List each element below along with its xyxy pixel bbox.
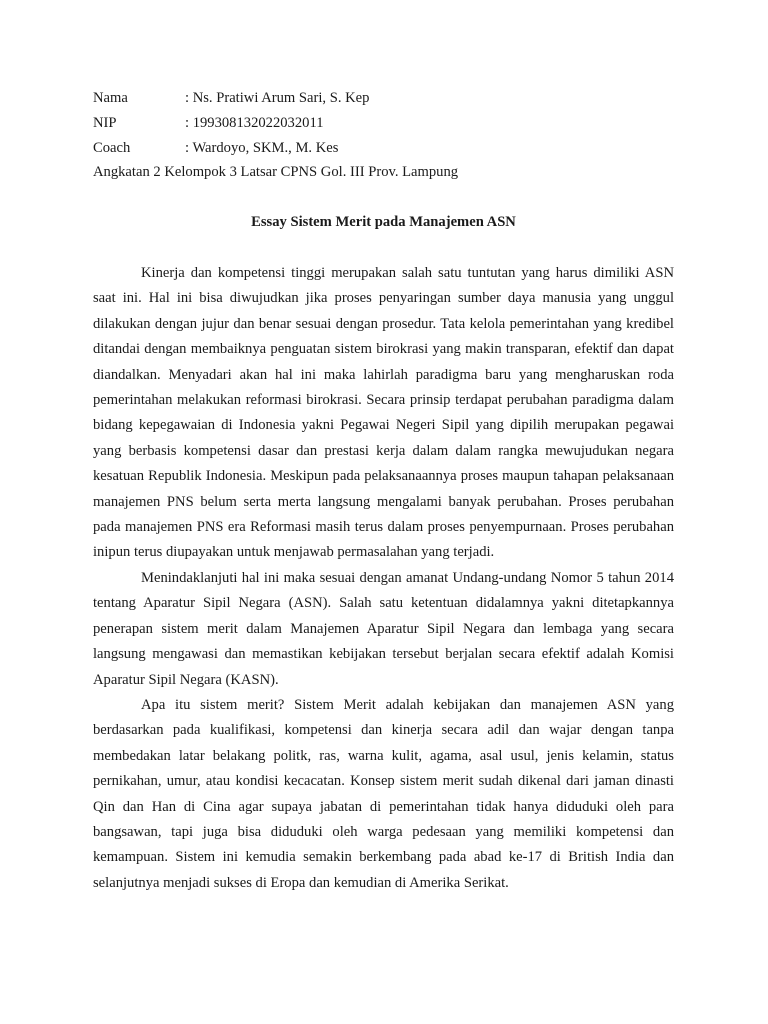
nip-value: : 199308132022032011 — [185, 114, 324, 131]
nama-value: : Ns. Pratiwi Arum Sari, S. Kep — [185, 90, 370, 106]
paragraph-1: Kinerja dan kompetensi tinggi merupakan salah satu tuntutan yang harus dimiliki ASN saat ini. Hal ini bisa diwujudkan jika proses penyaringan sumber daya manusia yang unggul dilakukan dengan jujur dan benar sesuai dengan prosedur. Tata kelola pemerintahan yang kredibel ditandai dengan membaiknya penguatan sistem birokrasi yang makin transparan, efektif dan dapat diandalkan. Menyadari akan hal ini maka lahirlah paradigma baru yang mengharuskan roda pemerintahan melakukan reformasi birokrasi. Secara prinsip terdapat perubahan paradigma dalam bidang kepegawaian di Indonesia yakni Pegawai Negeri Sipil yang dipilih merupakan pegawai yang berbasis kompetensi dasar dan prestasi kerja dalam dalam rangka mewujudukan negara kesatuan Republik Indonesia. Meskipun pada pelaksanaannya proses maupun tahapan pelaksanaan manajemen PNS belum serta merta langsung mengalami banyak perubahan. Proses perubahan pada manajemen PNS era Reformasi masih terus dalam proses penyempurnaan. Proses perubahan inipun terus diupayakan untuk menjawab permasalahan yang terjadi. — [93, 265, 674, 561]
nip-label: NIP — [93, 114, 117, 131]
nama-row — [93, 86, 683, 111]
paragraph-3: Apa itu sistem merit? Sistem Merit adalah kebijakan dan manajemen ASN yang berdasarkan pada kualifikasi, kompetensi dan kinerja secara adil dan wajar dengan tanpa membedakan latar belakang politk, ras, warna kulit, agama, asal usul, jenis kelamin, status pernikahan, umur, atau kondisi kecacatan. Konsep sistem merit sudah dikenal dari jaman dinasti Qin dan Han di Cina agar supaya jabatan di pemerintahan tidak hanya diduduki oleh para bangsawan, tapi juga bisa diduduki oleh warga pedesaan yang memiliki kompetensi dan kemampuan. Sistem ini kemudia semakin berkembang pada abad ke-17 di British India dan selanjutnya menjadi sukses di Eropa dan kemudian di Amerika Serikat. — [93, 696, 674, 891]
coach-value: : Wardoyo, SKM., M. Kes — [185, 139, 339, 156]
paragraph-2: Menindaklanjuti hal ini maka sesuai dengan amanat Undang-undang Nomor 5 tahun 2014 tentang Aparatur Sipil Negara (ASN). Salah satu ketentuan didalamnya yakni ditetapkannya penerapan sistem merit dalam Manajemen Aparatur Sipil Negara dan lembaga yang secara langsung mengawasi dan memastikan kebijakan tersebut berjalan secara efektif adalah Komisi Aparatur Sipil Negara (KASN). — [93, 569, 674, 688]
coach-row — [93, 136, 683, 161]
essay-body — [93, 261, 674, 896]
nama-label: Nama — [93, 90, 128, 106]
essay-title: Essay Sistem Merit pada Manajemen ASN — [251, 214, 516, 230]
coach-label: Coach — [93, 139, 131, 156]
angkatan-line: Angkatan 2 Kelompok 3 Latsar CPNS Gol. III Prov. Lampung — [93, 164, 459, 181]
author-info — [93, 86, 683, 185]
nip-row — [93, 111, 683, 136]
